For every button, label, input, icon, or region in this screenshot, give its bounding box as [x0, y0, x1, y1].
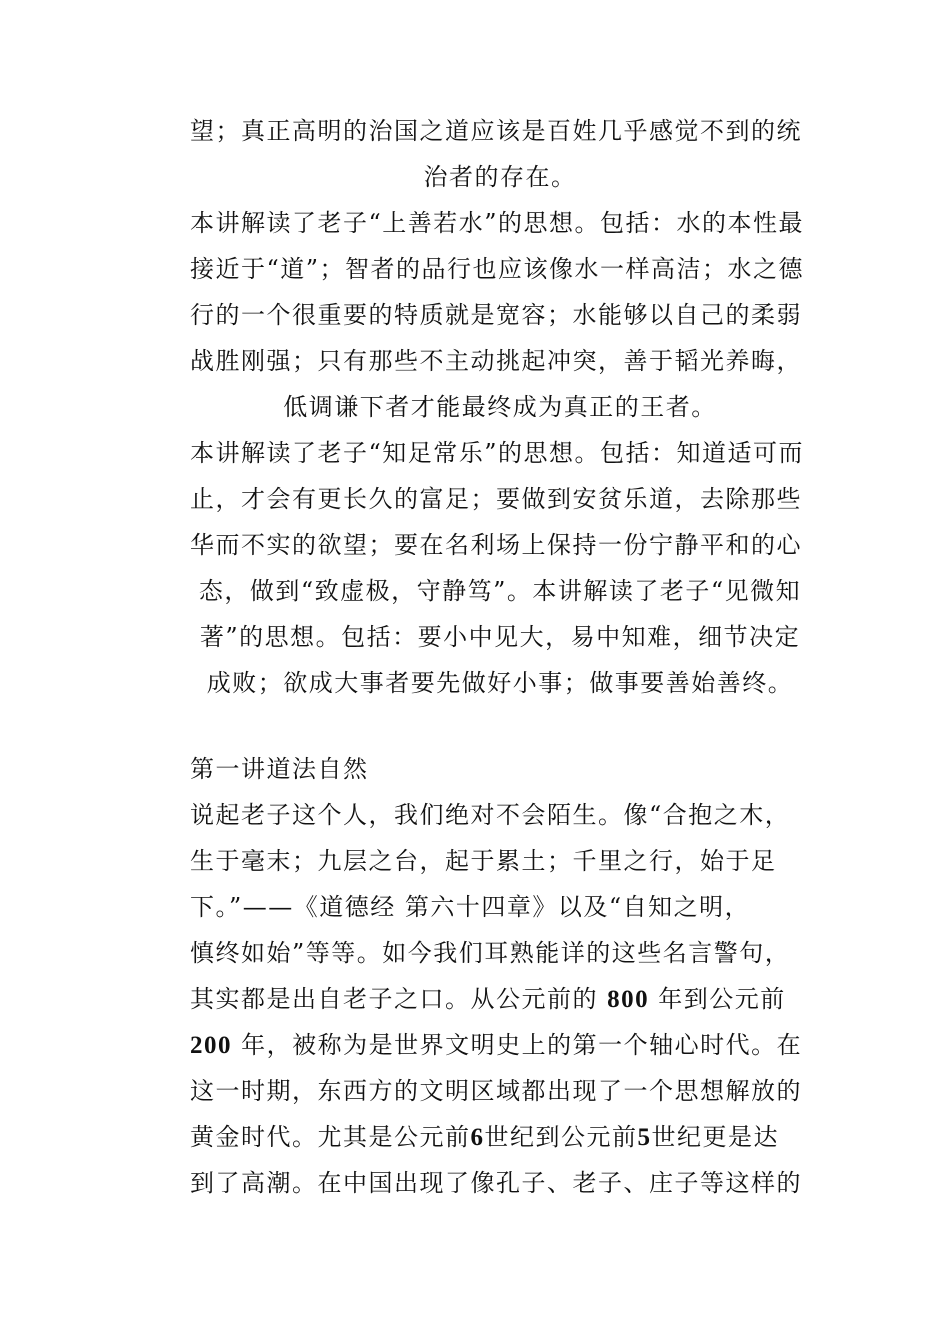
number-text: 5	[637, 1124, 652, 1151]
text-line: 治者的存在。	[423, 163, 577, 191]
text-line: 望；真正高明的治国之道应该是百姓几乎感觉不到的统	[190, 117, 802, 145]
number-text: 200	[190, 1032, 232, 1059]
text-line: 止，才会有更长久的富足；要做到安贫乐道，去除那些	[190, 485, 802, 513]
text-line: 行的一个很重要的特质就是宽容；水能够以自己的柔弱	[190, 301, 802, 329]
text-line: 下。”——《道德经 第六十四章》以及“自知之明，	[190, 893, 751, 921]
text-segment: 其实都是出自老子之口。从公元前的	[190, 985, 608, 1013]
text-line: 华而不实的欲望；要在名利场上保持一份宁静平和的心	[190, 531, 802, 559]
summary-block	[190, 108, 810, 706]
text-line: 著”的思想。包括：要小中见大，易中知难，细节决定	[199, 623, 801, 651]
text-line: 本讲解读了老子“上善若水”的思想。包括：水的本性最	[190, 209, 805, 237]
text-line	[190, 1114, 810, 1160]
text-line: 这一时期，东西方的文明区域都出现了一个思想解放的	[190, 1077, 802, 1105]
text-line: 战胜刚强；只有那些不主动挑起冲突，善于韬光养晦，	[190, 347, 802, 375]
text-line: 本讲解读了老子“知足常乐”的思想。包括：知道适可而	[190, 439, 805, 467]
text-segment: 世纪到公元前	[484, 1123, 638, 1151]
section-block	[190, 746, 810, 1206]
text-line: 态，做到“致虚极，守静笃”。本讲解读了老子“见微知	[198, 577, 802, 605]
text-line: 生于毫末；九层之台，起于累土；千里之行，始于足	[190, 847, 777, 875]
number-text: 800	[607, 986, 650, 1013]
text-line: 说起老子这个人，我们绝对不会陌生。像“合抱之木，	[190, 801, 791, 829]
section-heading: 第一讲道法自然	[190, 755, 369, 783]
text-segment: 年，被称为是世界文明史上的第一个轴心时代。在	[232, 1031, 803, 1059]
text-line: 低调谦下者才能最终成为真正的王者。	[283, 393, 717, 421]
text-line: 慎终如始”等等。如今我们耳熟能详的这些名言警句，	[190, 939, 791, 967]
text-line	[190, 1022, 810, 1068]
text-line: 到了高潮。在中国出现了像孔子、老子、庄子等这样的	[190, 1169, 802, 1197]
text-line	[190, 976, 810, 1022]
number-text: 6	[470, 1124, 485, 1151]
text-segment: 年到公元前	[649, 985, 786, 1013]
text-line: 成败；欲成大事者要先做好小事；做事要善始善终。	[206, 669, 794, 697]
text-line: 接近于“道”；智者的品行也应该像水一样高洁；水之德	[190, 255, 805, 283]
text-segment: 黄金时代。尤其是公元前	[190, 1123, 471, 1151]
text-segment: 世纪更是达	[651, 1123, 779, 1151]
